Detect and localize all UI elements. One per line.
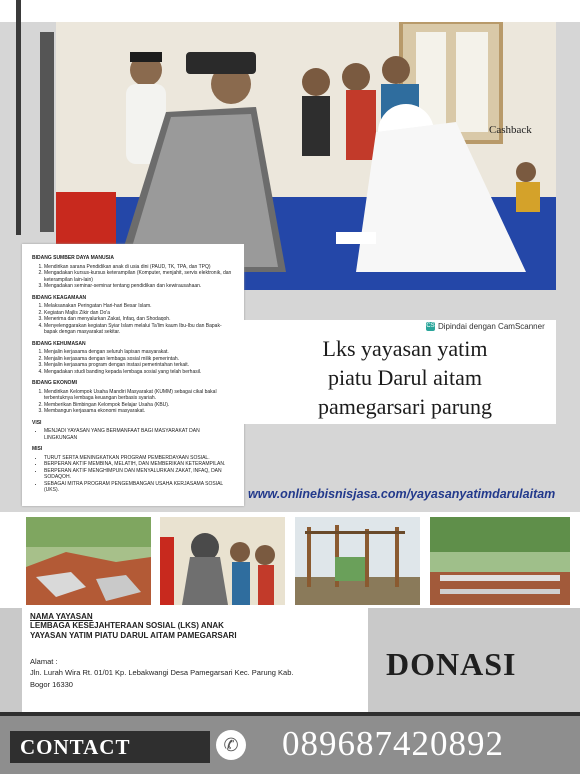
misi-heading: MISI <box>32 446 43 452</box>
section-heading-sdm: BIDANG SUMBER DAYA MANUSIA <box>32 255 114 261</box>
scanner-badge-text: Dipindai dengan CamScanner <box>438 321 545 331</box>
list-item: 2. Mengadakan kursus-kursus keterampilan (Komputer, menjahit, servis elektronik, dan keterampilan lain-lain) <box>44 270 234 283</box>
photo-children-gathering <box>160 517 285 605</box>
list-item: 1. Melaksanakan Peringatan Hari-hari Besar Islam. <box>44 303 234 310</box>
decor-bar-left <box>16 0 21 235</box>
title-line: piatu Darul aitam <box>328 365 482 390</box>
camscanner-icon: CS <box>426 322 435 329</box>
phone-number[interactable]: 089687420892 <box>282 724 504 763</box>
scanner-badge <box>426 320 556 332</box>
visi-heading: VISI <box>32 419 42 426</box>
section-list-keagamaan <box>32 303 234 336</box>
list-item: • BERPERAN AKTIF MEMBINA, MELATIH, DAN MEMBERIKAN KETERAMPILAN. <box>44 461 234 468</box>
section-heading-ekonomi: BIDANG EKONOMI <box>32 380 77 386</box>
list-item: 2. Memberikan Bimbingan Kelompok Belajar Usaha (KBU). <box>44 402 234 409</box>
list-item: 4. Mengadakan studi banding kepada lembaga sosial yang telah berhasil. <box>44 369 234 376</box>
list-item: 1. Mendirikan Kelompok Usaha Mandiri Masyarakat (KUMM) sebagai cikal bakal terbentuknya lembaga keuangan berbasis syariah. <box>44 389 234 402</box>
website-link[interactable]: www.onlinebisnisjasa.com/yayasanyatimdarulaitam <box>248 487 556 501</box>
foundation-name-box <box>22 606 368 712</box>
address-label: Alamat : <box>30 657 58 666</box>
name-line: YAYASAN YATIM PIATU DARUL AITAM PAMEGARSARI <box>30 631 237 640</box>
section-list-kehumasan <box>32 349 234 375</box>
list-item: 1. Menjalin kerjasama dengan seluruh lapisan masyarakat. <box>44 349 234 356</box>
visi-list <box>32 428 234 441</box>
section-list-ekonomi <box>32 389 234 415</box>
section-heading-kehumasan: BIDANG KEHUMASAN <box>32 340 86 347</box>
list-item: • TURUT SERTA MENINGKATKAN PROGRAM PEMBERDAYAAN SOSIAL. <box>44 455 234 462</box>
list-item: 3. Menjalin kerjasama program dengan instasi pemerintahan terkait. <box>44 362 234 369</box>
list-item: 3. Mengadakan seminar-seminar tentang pendidikan dan kewirausahaan. <box>44 283 234 290</box>
list-item: • BERPERAN AKTIF MENGHIMPUN DAN MENYALURKAN ZAKAT, INFAQ, DAN SODAQOH. <box>44 468 234 481</box>
list-item: 3. Menerima dan menyalurkan Zakat, Infaq, dan Shodaqoh. <box>44 316 234 323</box>
top-margin <box>0 0 580 22</box>
list-item: 2. Kegiatan Majlis Zikir dan Do'a <box>44 310 234 317</box>
name-label: NAMA YAYASAN <box>30 612 93 621</box>
name-line: LEMBAGA KESEJAHTERAAN SOSIAL (LKS) ANAK <box>30 621 224 630</box>
list-item: • SEBAGAI MITRA PROGRAM PENGEMBANGAN USAHA KERJASAMA SOSIAL (UKS). <box>44 481 234 494</box>
photo-building-frame <box>295 517 420 605</box>
list-item: 4. Menyelenggarakan kegiatan Syiar Islam melalui Ta'lim kaum Ibu-Ibu dan Bapak-bapak dengan masyarakat sekitar. <box>44 323 234 336</box>
info-sheet <box>22 244 244 506</box>
title-line: Lks yayasan yatim <box>322 336 488 361</box>
page-title <box>260 334 550 421</box>
photo-construction-site <box>26 517 151 605</box>
phone-icon[interactable]: ✆ <box>216 730 246 760</box>
section-list-sdm <box>32 264 234 290</box>
misi-list <box>32 455 234 494</box>
list-item: 1. Mendirikan sarana Pendidikan anak di usia dini (PAUD, TK, TPA, dan TPQ) <box>44 264 234 271</box>
donasi-heading: DONASI <box>386 646 517 682</box>
list-item: 3. Membangun kerjasama ekonomi masyarakat. <box>44 408 234 415</box>
contact-label: CONTACT <box>20 735 131 759</box>
title-line: pamegarsari parung <box>317 394 493 419</box>
photo-foundation <box>430 517 570 605</box>
list-item: • MENJADI YAYASAN YANG BERMANFAAT BAGI MASYARAKAT DAN LINGKUNGAN <box>44 428 234 441</box>
address-line: Bogor 16330 <box>30 680 73 689</box>
list-item: 2. Menjalin kerjasama dengan lembaga sosial milik pemerintah. <box>44 356 234 363</box>
decor-bar-inner <box>40 32 54 232</box>
address-line: Jln. Lurah Wira Rt. 01/01 Kp. Lebakwangi Desa Pamegarsari Kec. Parung Kab. <box>30 668 294 677</box>
section-heading-keagamaan: BIDANG KEAGAMAAN <box>32 294 87 301</box>
cashback-watermark: Cashback <box>489 124 532 136</box>
